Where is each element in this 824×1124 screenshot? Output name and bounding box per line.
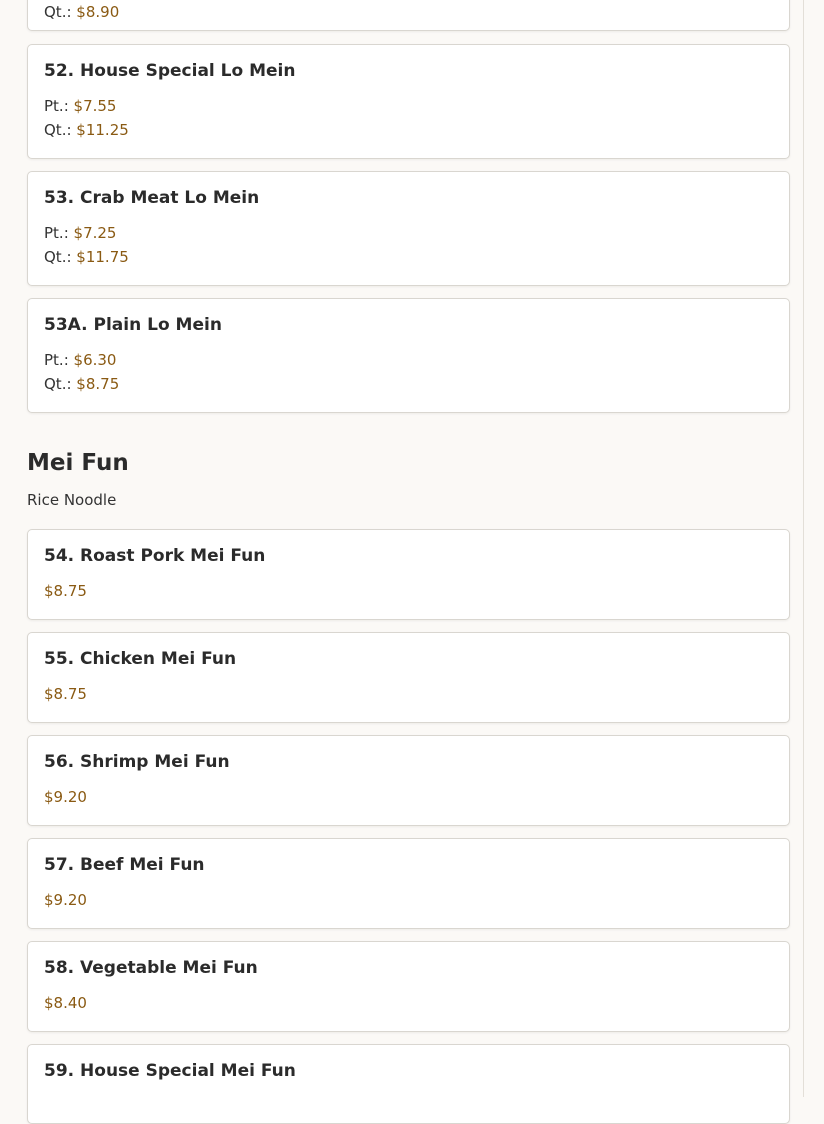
menu-item-card[interactable] <box>27 632 790 723</box>
menu-item-price: $8.75 <box>44 685 87 703</box>
menu-item-name: 55. Chicken Mei Fun <box>44 649 237 669</box>
menu-item-price: $9.20 <box>44 788 87 806</box>
menu-item-name: 53A. Plain Lo Mein <box>44 315 222 335</box>
quart-price-line <box>44 375 119 393</box>
section-subtitle: Rice Noodle <box>27 491 117 509</box>
pint-label: Pt.: <box>44 224 69 242</box>
menu-item-card[interactable] <box>27 171 790 286</box>
menu-item-card[interactable] <box>27 941 790 1032</box>
menu-item-name: 54. Roast Pork Mei Fun <box>44 546 266 566</box>
menu-item-name: 58. Vegetable Mei Fun <box>44 958 258 978</box>
menu-item-card[interactable] <box>27 838 790 929</box>
menu-item-name: 57. Beef Mei Fun <box>44 855 205 875</box>
quart-label: Qt.: <box>44 121 72 139</box>
menu-item-card[interactable] <box>27 1044 790 1124</box>
menu-item-card[interactable] <box>27 735 790 826</box>
menu-item-name: 52. House Special Lo Mein <box>44 61 296 81</box>
menu-item-name: 59. House Special Mei Fun <box>44 1061 296 1081</box>
quart-label: Qt.: <box>44 248 72 266</box>
menu-item-name: 56. Shrimp Mei Fun <box>44 752 230 772</box>
section-title: Mei Fun <box>27 450 129 476</box>
menu-item-card[interactable] <box>27 298 790 413</box>
quart-price-line <box>44 121 129 139</box>
menu-item-card-partial[interactable] <box>27 0 790 31</box>
menu-item-price: $8.40 <box>44 994 87 1012</box>
quart-price-line <box>44 248 129 266</box>
quart-price: $8.75 <box>76 375 120 393</box>
pint-price-line <box>44 351 116 369</box>
quart-price: $8.90 <box>76 3 120 21</box>
pint-price: $7.55 <box>73 97 117 115</box>
quart-label: Qt.: <box>44 3 72 21</box>
menu-item-name: 53. Crab Meat Lo Mein <box>44 188 260 208</box>
quart-label: Qt.: <box>44 375 72 393</box>
pint-label: Pt.: <box>44 351 69 369</box>
quart-price: $11.75 <box>76 248 129 266</box>
quart-price-line <box>44 3 119 21</box>
pint-price-line <box>44 97 116 115</box>
menu-item-price: $8.75 <box>44 582 87 600</box>
menu-item-card[interactable] <box>27 44 790 159</box>
pint-label: Pt.: <box>44 97 69 115</box>
pint-price: $7.25 <box>73 224 117 242</box>
menu-item-card[interactable] <box>27 529 790 620</box>
pint-price-line <box>44 224 116 242</box>
quart-price: $11.25 <box>76 121 129 139</box>
menu-item-price: $9.20 <box>44 891 87 909</box>
pint-price: $6.30 <box>73 351 117 369</box>
